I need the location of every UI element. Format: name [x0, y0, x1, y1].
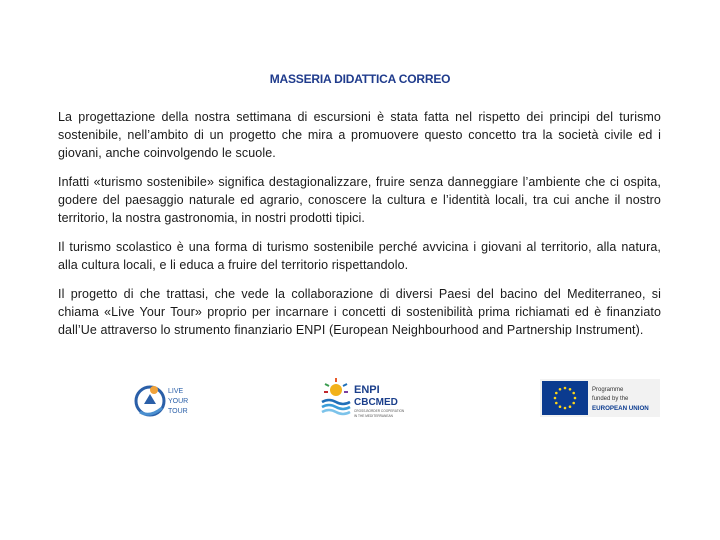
eu-text-2: funded by the — [592, 396, 629, 402]
enpi-sun-icon — [324, 378, 348, 396]
document-body — [58, 108, 661, 350]
eu-text-1: Programme — [592, 387, 624, 393]
lyt-sun — [150, 386, 158, 394]
enpi-cbcmed-logo — [320, 376, 412, 422]
eu-text-3: EUROPEAN UNION — [592, 405, 649, 412]
eu-flag — [542, 381, 588, 415]
enpi-waves-icon — [322, 400, 350, 414]
enpi-text-3: CROSS-BORDER COOPERATION — [354, 409, 405, 413]
paragraph-intro: La progettazione della nostra settimana di escursioni è stata fatta nel rispetto dei principi del turismo sostenibile, nell’ambito di un progetto che mira a promuovere questo concetto tra la società civile ed i giovani, anche coinvolgendo le scuole. — [58, 110, 661, 160]
lyt-text-3: TOUR — [168, 408, 188, 415]
paragraph-project: Il progetto di che trattasi, che vede la collaborazione di diversi Paesi del bacino del Mediterraneo, si chiama «Live Your Tour» proprio per incarnare i concetti di sostenibilità prima richiamati ed è finanziato dall’Ue attraverso lo strumento finanziario ENPI (European Neighbourhood and Partnership Instrument). — [58, 287, 661, 337]
paragraph-school-tourism: Il turismo scolastico è una forma di turismo sostenibile perché avvicina i giovani al territorio, alla natura, alla cultura locali, e li educa a fruire del territorio rispettandolo. — [58, 240, 661, 272]
paragraph-definition: Infatti «turismo sostenibile» significa destagionalizzare, fruire senza danneggiare l’ambiente che ci ospita, godere del paesaggio naturale ed agrario, conoscere la cultura e l’identità locali, tra cui anche il nostro territorio, la nostra gastronomia, in nostri prodotti tipici. — [58, 175, 661, 225]
enpi-text-2: CBCMED — [354, 397, 398, 408]
page-title: MASSERIA DIDATTICA CORREO — [269, 72, 451, 86]
logo-strip — [0, 372, 720, 424]
lyt-figure — [144, 394, 156, 404]
live-your-tour-logo — [132, 382, 192, 420]
lyt-text-1: LIVE — [168, 388, 184, 395]
enpi-text-4: IN THE MEDITERRANEAN — [354, 414, 393, 418]
lyt-text-2: YOUR — [168, 398, 189, 405]
eu-programme-logo — [540, 379, 660, 417]
enpi-text-1: ENPI — [354, 384, 380, 396]
